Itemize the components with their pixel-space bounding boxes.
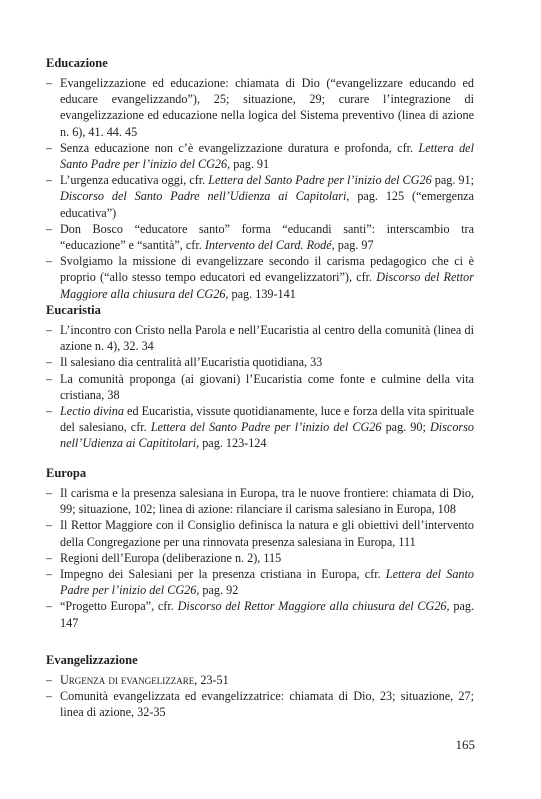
entry-dash: – [46,355,53,370]
entry-dash: – [46,323,53,337]
entry-list [46,75,474,302]
entry-dash: – [46,689,53,704]
entry-text-italic: Lettera del Santo Padre per l’inizio del CG26 [60,140,474,172]
entry-dash: – [46,567,53,582]
index-entry [46,485,474,517]
entry-text-part: pag. 123-124 [199,436,267,451]
index-entry [46,403,474,452]
entry-text [60,140,474,172]
entry-text-italic: Lettera del Santo Padre per l’inizio del CG26 [60,567,474,598]
entry-text-italic: Intervento del Card. Rodé [204,238,332,253]
entry-text-italic: Discorso del Rettor Maggiore alla chiusura del CG26, [177,599,450,614]
index-entry [46,140,474,172]
entry-text [60,253,474,302]
entry-text-part: pag. 90; [381,420,430,435]
entry-text [60,485,474,517]
index-entry [46,253,474,302]
entry-dash: – [46,404,53,419]
index-entry [46,172,474,221]
section-educazione [46,55,474,302]
entry-text-part: La comunità proponga (ai giovani) l’Eucaristia come fonte e culmine della vita cristiana, 38 [60,371,474,402]
entry-dash: – [46,221,53,236]
entry-text [60,517,474,549]
section-eucaristia [46,302,474,452]
entry-text-part: Evangelizzazione ed educazione: chiamata di Dio (“evangelizzare educando ed educare evangelizzando”), 25; situazione, 29; curare l’integrazione di evangelizzazione ed educazione nella logica del Sistema preventivo (linea di azione n. 6), 41. 44. 45 [60,76,474,139]
entry-text-part: , pag. 92 [196,583,239,598]
entry-text-part: Comunità evangelizzata ed evangelizzatrice: chiamata di Dio, 23; situazione, 27; linea di azione, 32-35 [60,689,474,720]
entry-text-italic: Lettera del Santo Padre per l’inizio del CG26 [150,420,382,435]
entry-text [60,566,474,598]
entry-text-part: ed Eucaristia, vissute quotidianamente, luce e forza della vita spirituale del salesiano, cfr. [60,404,474,435]
index-entry [46,688,474,720]
entry-text-italic: Lettera del Santo Padre per l’inizio del CG26 [208,173,432,188]
entry-text-part: , 23-51 [194,673,229,687]
entry-text-part: Urgenza di evangelizzare [60,673,195,687]
index-entry [46,598,474,630]
entry-text-part: pag. 147 [60,599,474,630]
entry-text-part: pag. 91; [431,173,475,188]
entry-text-part: Svolgiamo la missione di evangelizzare secondo il carisma pedagogico che ci è proprio (“allo stesso tempo educatori ed evangelizzatori”), cfr. [60,254,474,285]
entry-text [60,550,474,566]
entry-text [60,371,474,403]
entry-text-part: Impegno dei Salesiani per la presenza cristiana in Europa, cfr. [60,567,386,582]
entry-dash: – [46,550,53,565]
entry-dash: – [46,599,53,614]
index-entry [46,221,474,253]
index-entry [46,517,474,549]
entry-text-italic: Discorso nell’Udienza ai Capititolari, [60,420,474,451]
entry-text [60,598,474,630]
entry-text-italic: Discorso del Santo Padre nell’Udienza ai Capitolari, [60,189,350,204]
page-number: 165 [455,737,475,752]
entry-text [60,322,474,354]
entry-text-part: pag. 139-141 [228,286,296,301]
index-entry [46,322,474,354]
entry-text-part: Don Bosco “educatore santo” forma “educandi santi”: interscambio tra “educazione” e “santità”, cfr. [60,221,474,253]
entry-text-part: Senza educazione non c’è evangelizzazione duratura e profonda, cfr. [60,140,419,155]
entry-text-part: Il salesiano dia centralità all’Eucaristia quotidiana, 33 [60,355,323,370]
section-europa [46,465,474,631]
entry-dash: – [46,76,53,90]
entry-text-part: “Progetto Europa”, cfr. [60,599,178,614]
entry-dash: – [46,673,53,687]
entry-dash: – [46,140,53,155]
entry-text [60,172,474,221]
section-heading: Educazione [46,56,108,70]
index-entry [46,566,474,598]
index-entry [46,354,474,370]
entry-list [46,322,474,452]
entry-text-part: , pag. 91 [227,157,270,172]
entry-text-part: Il Rettor Maggiore con il Consiglio definisca la natura e gli obiettivi dell’intervento della Congregazione per una rinnovata presenza salesiana in Europa, 111 [60,518,474,549]
entry-text [60,672,474,688]
index-entry [46,672,474,688]
entry-dash: – [46,173,53,188]
entry-text-part: L’urgenza educativa oggi, cfr. [60,173,209,188]
entry-text-part: pag. 125 (“emergenza educativa”) [60,189,474,220]
entry-dash: – [46,254,53,269]
entry-text [60,354,474,370]
entry-list [46,672,474,721]
entry-text-part: Il carisma e la presenza salesiana in Europa, tra le nuove frontiere: chiamata di Dio, 99; situazione, 102; linea di azione: rilanciare il carisma salesiano in Europa, 108 [60,486,474,517]
entry-text-part: L’incontro con Cristo nella Parola e nell’Eucaristia al centro della comunità (linea di azione n. 4), 32. 34 [60,323,474,354]
entry-dash: – [46,371,53,386]
index-entry [46,371,474,403]
entry-text [60,688,474,720]
entry-text-italic: Lectio divina [60,404,124,419]
entry-text-italic: Discorso del Rettor Maggiore alla chiusura del CG26, [60,270,474,301]
index-entry [46,75,474,140]
entry-text-part: Regioni dell’Europa (deliberazione n. 2), 115 [60,550,282,565]
entry-list [46,485,474,631]
entry-dash: – [46,486,53,500]
section-heading: Evangelizzazione [46,653,138,667]
entry-dash: – [46,518,53,533]
entry-text-part: , pag. 97 [331,238,374,253]
section-heading: Eucaristia [46,303,101,317]
index-entry [46,550,474,566]
section-heading: Europa [46,466,87,480]
entry-text [60,221,474,253]
entry-text [60,403,474,452]
section-evangelizzazione [46,652,474,721]
entry-text [60,75,474,140]
